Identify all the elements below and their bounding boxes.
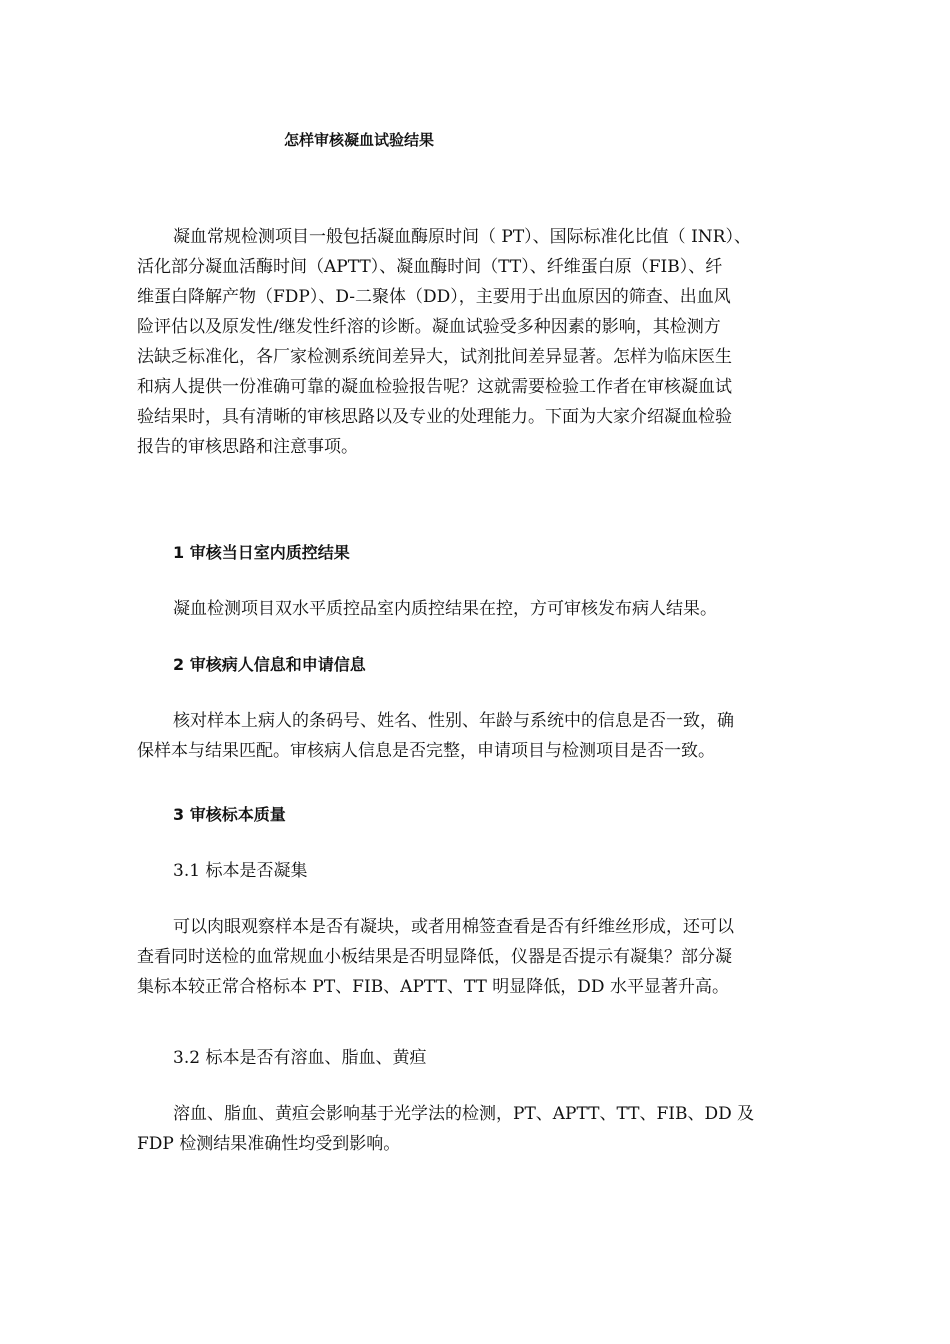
- section-heading-3: 3 审核标本质量: [173, 805, 286, 824]
- subsection-3-2-line: 溶血、脂血、黄疸会影响基于光学法的检测，PT、APTT、TT、FIB、DD 及: [173, 1104, 755, 1124]
- section-heading-1: 1 审核当日室内质控结果: [173, 543, 350, 562]
- intro-line: 凝血常规检测项目一般包括凝血酶原时间（ PT）、国际标准化比值（ INR）、: [173, 227, 751, 247]
- section2-line: 保样本与结果匹配。审核病人信息是否完整，申请项目与检测项目是否一致。: [137, 741, 715, 761]
- intro-line: 法缺乏标准化，各厂家检测系统间差异大，试剂批间差异显著。怎样为临床医生: [137, 347, 732, 367]
- subsection-3-1-line: 可以肉眼观察样本是否有凝块，或者用棉签查看是否有纤维丝形成，还可以: [173, 917, 734, 937]
- section1-line: 凝血检测项目双水平质控品室内质控结果在控，方可审核发布病人结果。: [173, 599, 717, 619]
- intro-line: 活化部分凝血活酶时间（APTT）、凝血酶时间（TT）、纤维蛋白原（FIB）、纤: [137, 257, 723, 277]
- subsection-3-2-paragraph: [137, 1099, 827, 1159]
- intro-line: 报告的审核思路和注意事项。: [137, 437, 358, 457]
- section2-paragraph: [137, 706, 827, 766]
- intro-paragraph: [137, 222, 827, 462]
- intro-line: 维蛋白降解产物（FDP）、D-二聚体（DD），主要用于出血原因的筛查、出血风: [137, 287, 731, 307]
- section1-paragraph: [137, 594, 827, 624]
- subsection-3-1-paragraph: [137, 912, 827, 1002]
- section2-line: 核对样本上病人的条码号、姓名、性别、年龄与系统中的信息是否一致，确: [173, 711, 734, 731]
- section-heading-2: 2 审核病人信息和申请信息: [173, 655, 366, 674]
- intro-line: 和病人提供一份准确可靠的凝血检验报告呢？这就需要检验工作者在审核凝血试: [137, 377, 732, 397]
- subsection-3-1-line: 集标本较正常合格标本 PT、FIB、APTT、TT 明显降低，DD 水平显著升高。: [137, 977, 729, 997]
- document-title: 怎样审核凝血试验结果: [284, 131, 435, 149]
- subsection-3-2-line: FDP 检测结果准确性均受到影响。: [137, 1134, 401, 1154]
- subsection-heading-3-2: 3.2 标本是否有溶血、脂血、黄疸: [173, 1048, 427, 1068]
- subsection-3-1-line: 查看同时送检的血常规血小板结果是否明显降低，仪器是否提示有凝集？部分凝: [137, 947, 732, 967]
- intro-line: 验结果时，具有清晰的审核思路以及专业的处理能力。下面为大家介绍凝血检验: [137, 407, 732, 427]
- intro-line: 险评估以及原发性/继发性纤溶的诊断。凝血试验受多种因素的影响，其检测方: [137, 317, 721, 337]
- subsection-heading-3-1: 3.1 标本是否凝集: [173, 861, 308, 881]
